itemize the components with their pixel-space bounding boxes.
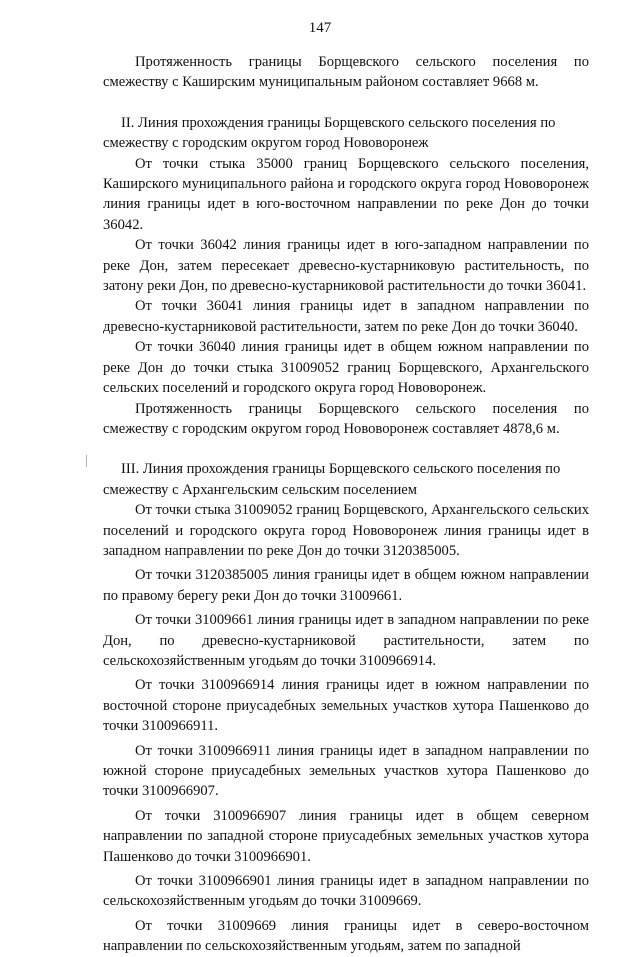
page-number: 147 [308,20,332,36]
paragraph-2-2: От точки 36042 линия границы идет в юго-западном направлении по реке Дон, затем пересекает древесно-кустарниковую растительность, по затону реки Дон, по древесно-кустарниковой растительности до точки 36041. [103,237,589,295]
paragraph-3-1: От точки стыка 31009052 границ Борщевского, Архангельского сельских поселений и городского округа город Нововоронеж линия границы идет в западном направлении по реке Дон до точки 3120385005. [103,502,589,559]
paragraph-3-7: От точки 3100966901 линия границы идет в западном направлении по сельскохозяйственным угодьям до точки 31009669. [103,873,589,910]
paragraph-3-8: От точки 31009669 линия границы идет в северо-восточном направлении по сельскохозяйственным угодьям, затем по западной [103,917,589,955]
paragraph-3-3: От точки 31009661 линия границы идет в западном направлении по реке Дон, по древесно-кустарниковой растительности, затем по сельскохозяйственным угодьям до точки 3100966914. [103,612,589,669]
section-heading-2: II. Линия прохождения границы Борщевского сельского поселения по смежеству с городским округом город Нововоронеж [103,114,556,152]
paragraph-3-5: От точки 3100966911 линия границы идет в западном направлении по южной стороне приусадебных земельных участков хутора Пашенково до точки 3100966907. [103,742,589,800]
paragraph-kashira-length: Протяженность границы Борщевского сельского поселения по смежеству с Каширским муниципальным районом составляет 9668 м. [103,54,589,91]
paragraph-3-4: От точки 3100966914 линия границы идет в южном направлении по восточной стороне приусадебных земельных участков хутора Пашенково до точки 3100966911. [103,677,589,735]
paragraph-3-6: От точки 3100966907 линия границы идет в общем северном направлении по западной стороне приусадебных земельных участков хутора Пашенково до точки 3100966901. [103,807,589,865]
section-heading-3: III. Линия прохождения границы Борщевского сельского поселения по смежеству с Архангельским сельским поселением [103,461,561,498]
section-spacer [103,439,589,459]
paragraph-2-length: Протяженность границы Борщевского сельского поселения по смежеству с городским округом город Нововоронеж составляет 4878,6 м. [103,400,589,437]
paragraph-2-4: От точки 36040 линия границы идет в общем южном направлении по реке Дон до точки стыка 31009052 границ Борщевского, Архангельского сельских поселений и городского округа город Нововоронеж. [103,339,589,397]
paragraph-3-2: От точки 3120385005 линия границы идет в общем южном направлении по правому берегу реки Дон до точки 31009661. [103,567,589,604]
section-spacer [103,93,589,113]
paragraph-2-1: От точки стыка 35000 границ Борщевского сельского поселения, Каширского муниципального района и городского округа город Нововоронеж линия границы идет в юго-восточном направлении по реке Дон до точки 36042. [103,155,589,233]
paragraph-2-3: От точки 36041 линия границы идет в западном направлении по древесно-кустарниковой растительности, затем по реке Дон до точки 36040. [103,298,589,335]
scan-mark [86,455,87,467]
document-body [103,52,589,957]
